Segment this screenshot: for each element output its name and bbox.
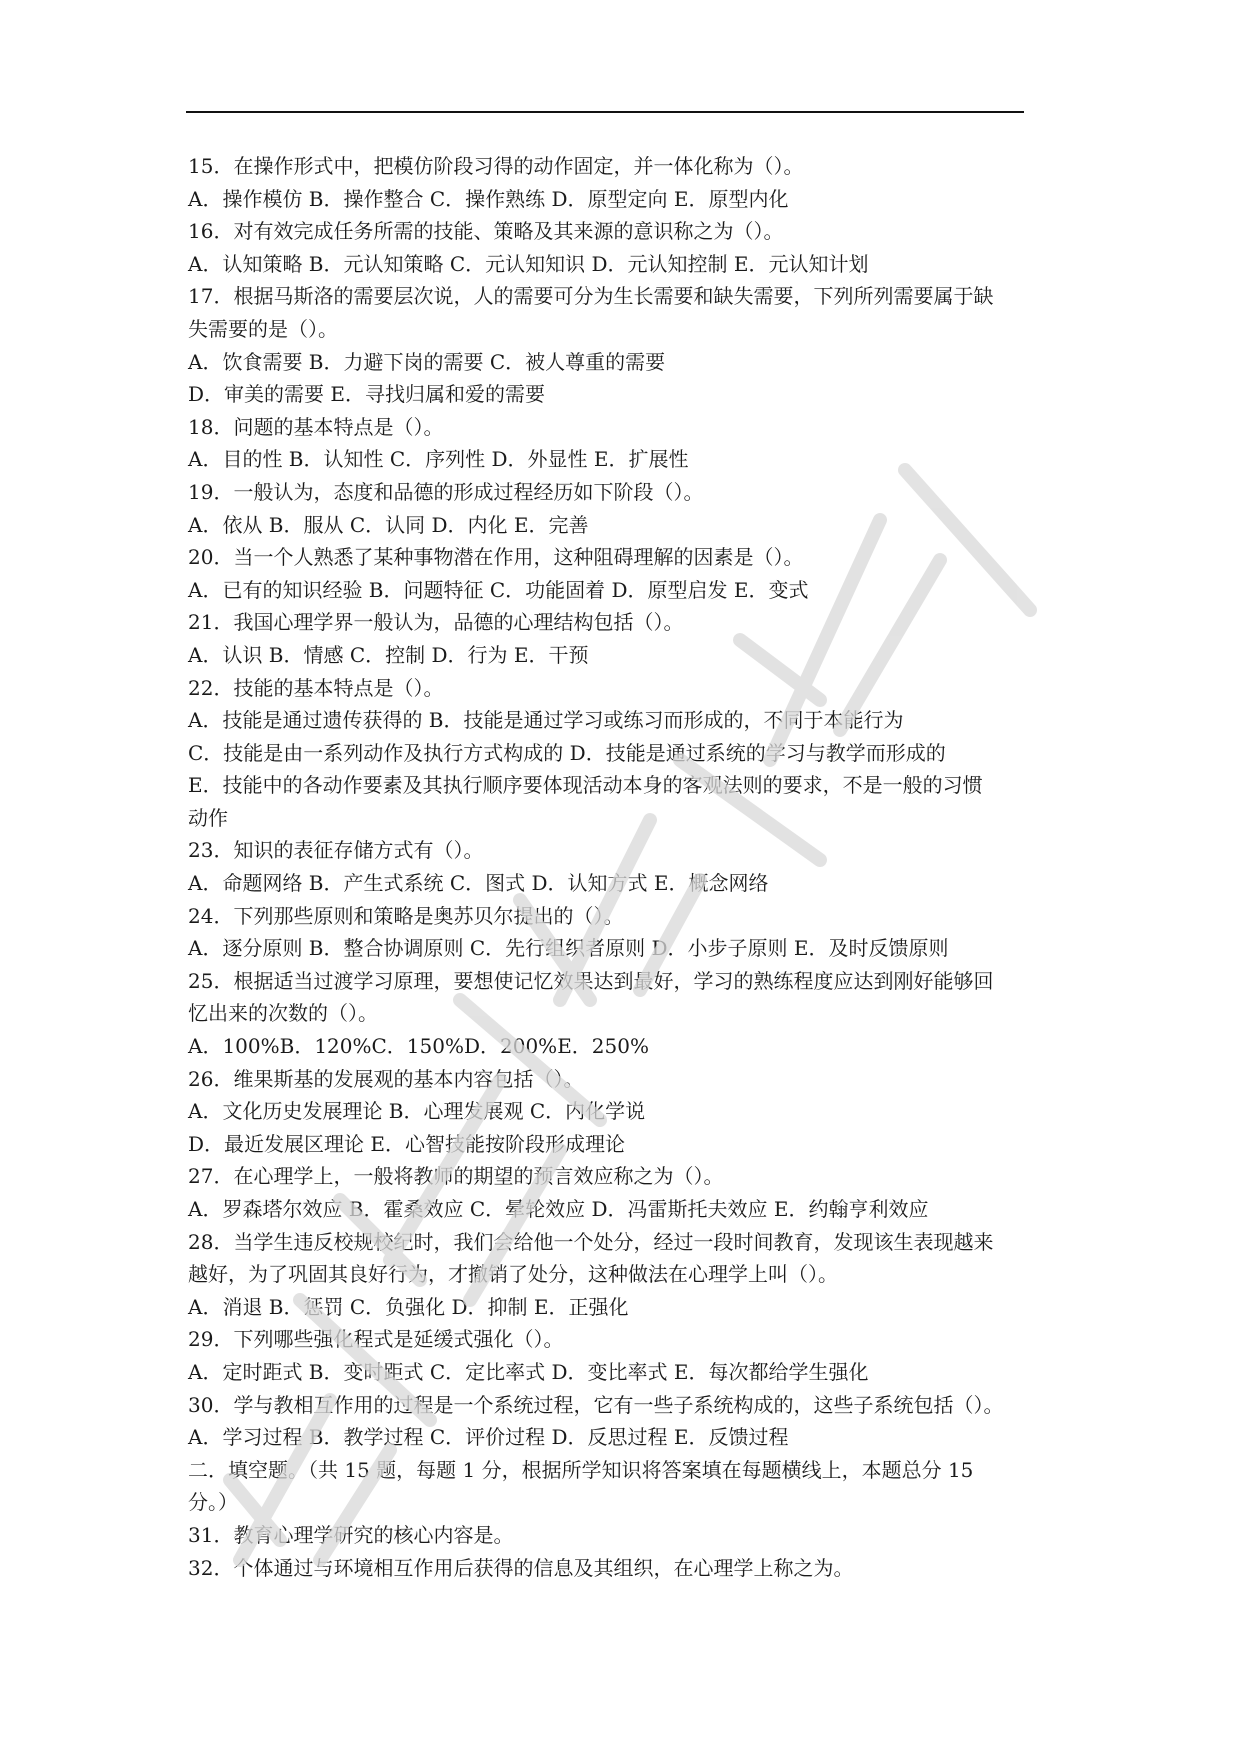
text-line: A．已有的知识经验 B．问题特征 C．功能固着 D．原型启发 E．变式 xyxy=(188,577,809,602)
text-line: A．命题网络 B．产生式系统 C．图式 D．认知方式 E．概念网络 xyxy=(188,871,769,896)
text-line: A．目的性 B．认知性 C．序列性 D．外显性 E．扩展性 xyxy=(188,447,689,472)
text-line: 分。） xyxy=(188,1490,238,1515)
text-line: 25．根据适当过渡学习原理，要想使记忆效果达到最好，学习的熟练程度应达到刚好能够回 xyxy=(188,968,994,993)
text-line: A．定时距式 B．变时距式 C．定比率式 D．变比率式 E．每次都给学生强化 xyxy=(188,1359,869,1384)
text-line: 30．学与教相互作用的过程是一个系统过程，它有一些子系统构成的，这些子系统包括（）。 xyxy=(188,1392,1004,1417)
text-line: A．认识 B．情感 C．控制 D．行为 E．干预 xyxy=(188,642,589,667)
text-line: 忆出来的次数的（）。 xyxy=(188,1001,378,1026)
header-rule xyxy=(186,111,1024,113)
text-line: 24．下列那些原则和策略是奥苏贝尔提出的（）。 xyxy=(188,903,624,928)
text-line: 18．问题的基本特点是（）。 xyxy=(188,414,444,439)
text-line: A．饮食需要 B．力避下岗的需要 C．被人尊重的需要 xyxy=(188,349,666,374)
text-line: 动作 xyxy=(188,805,228,830)
text-line: A．100%B．120%C．150%D．200%E．250% xyxy=(188,1034,649,1059)
text-line: A．文化历史发展理论 B．心理发展观 C．内化学说 xyxy=(188,1099,646,1124)
text-line: 31．教育心理学研究的核心内容是。 xyxy=(188,1522,514,1547)
text-line: A．消退 B．惩罚 C．负强化 D．抑制 E．正强化 xyxy=(188,1294,629,1319)
text-line: 越好，为了巩固其良好行为，才撤销了处分，这种做法在心理学上叫（）。 xyxy=(188,1262,838,1287)
text-line: 21．我国心理学界一般认为，品德的心理结构包括（）。 xyxy=(188,610,684,635)
text-line: E．技能中的各动作要素及其执行顺序要体现活动本身的客观法则的要求，不是一般的习惯 xyxy=(188,773,983,798)
text-line: A．依从 B．服从 C．认同 D．内化 E．完善 xyxy=(188,512,589,537)
document-body xyxy=(188,150,1068,1584)
text-line: 16．对有效完成任务所需的技能、策略及其来源的意识称之为（）。 xyxy=(188,219,784,244)
text-line: 23．知识的表征存储方式有（）。 xyxy=(188,838,484,863)
text-line: D．最近发展区理论 E．心智技能按阶段形成理论 xyxy=(188,1131,625,1156)
text-line: A．技能是通过遗传获得的 B．技能是通过学习或练习而形成的，不同于本能行为 xyxy=(188,708,904,733)
text-line: 二．填空题。（共 15 题，每题 1 分，根据所学知识将答案填在每题横线上，本题总分 15 xyxy=(188,1457,974,1482)
text-line: 失需要的是（）。 xyxy=(188,316,338,341)
text-line: A．认知策略 B．元认知策略 C．元认知知识 D．元认知控制 E．元认知计划 xyxy=(188,251,869,276)
text-line: C．技能是由一系列动作及执行方式构成的 D．技能是通过系统的学习与教学而形成的 xyxy=(188,740,946,765)
text-line: 15．在操作形式中，把模仿阶段习得的动作固定，并一体化称为（）。 xyxy=(188,154,804,178)
text-line: A．学习过程 B．教学过程 C．评价过程 D．反思过程 E．反馈过程 xyxy=(188,1425,789,1450)
text-line: 32．个体通过与环境相互作用后获得的信息及其组织，在心理学上称之为。 xyxy=(188,1555,854,1580)
text-line: 22．技能的基本特点是（）。 xyxy=(188,675,444,700)
text-line: 26．维果斯基的发展观的基本内容包括（）。 xyxy=(188,1066,584,1091)
text-line: 27．在心理学上，一般将教师的期望的预言效应称之为（）。 xyxy=(188,1164,724,1189)
text-line: A．操作模仿 B．操作整合 C．操作熟练 D．原型定向 E．原型内化 xyxy=(188,186,789,211)
text-line: 28．当学生违反校规校纪时，我们会给他一个处分，经过一段时间教育，发现该生表现越来 xyxy=(188,1229,994,1254)
text-line: D．审美的需要 E．寻找归属和爱的需要 xyxy=(188,382,545,407)
text-line: 29．下列哪些强化程式是延缓式强化（）。 xyxy=(188,1327,564,1352)
text-line: 17．根据马斯洛的需要层次说，人的需要可分为生长需要和缺失需要，下列所列需要属于缺 xyxy=(188,284,994,309)
text-line: 19．一般认为，态度和品德的形成过程经历如下阶段（）。 xyxy=(188,479,704,504)
text-line: 20．当一个人熟悉了某种事物潜在作用，这种阻碍理解的因素是（）。 xyxy=(188,545,804,570)
text-line: A．逐分原则 B．整合协调原则 C．先行组织者原则 D．小步子原则 E．及时反馈原则 xyxy=(188,936,949,961)
text-line: A．罗森塔尔效应 B．霍桑效应 C．晕轮效应 D．冯雷斯托夫效应 E．约翰亨利效应 xyxy=(188,1197,929,1221)
